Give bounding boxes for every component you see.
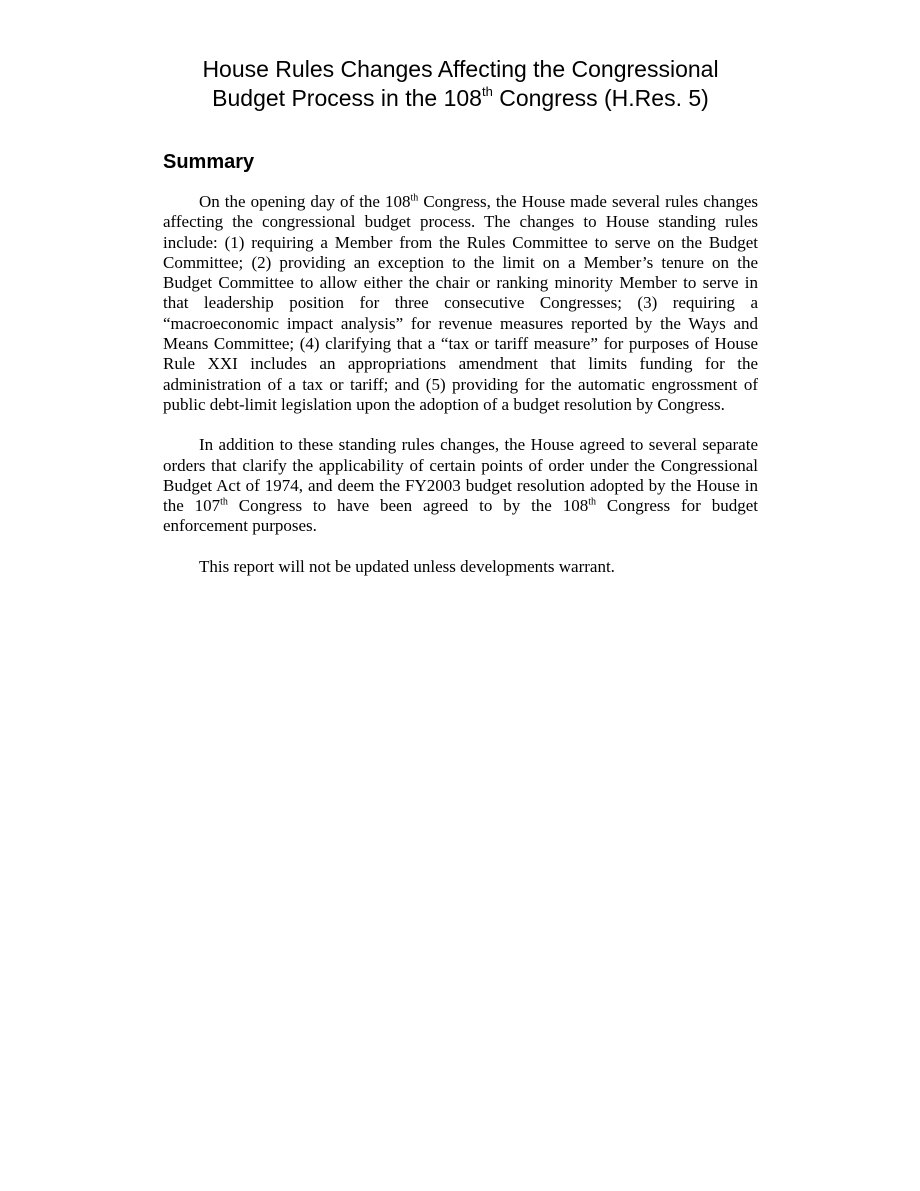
paragraph-2-part-3: Congress for budget enforcement purposes. <box>163 496 758 536</box>
summary-paragraph-3: This report will not be updated unless developments warrant. <box>199 556 615 576</box>
paragraph-2-superscript-2: th <box>588 496 596 508</box>
paragraph-1-rest: Congress, the House made several rules changes affecting the congressional budget process. The changes to House standing rules include: (1) requiring a Member from the Rules Committee to serve on the Budget Committee; (2) providing an exception to the limit on a Member’s tenure on the Budget Committee to allow either the chair or ranking minority Member to serve in that leadership position for three consecutive Congresses; (3) requiring a “macroeconomic impact analysis” for revenue measures reported by the Ways and Means Committee; (4) clarifying that a “tax or tariff measure” for purposes of House Rule XXI includes an appropriations amendment that limits funding for the administration of a tax or tariff; and (5) providing for the automatic engrossment of public debt-limit legislation upon the adoption of a budget resolution by Congress. <box>163 192 758 414</box>
document-title <box>163 55 758 113</box>
summary-paragraph-1 <box>163 192 758 415</box>
title-line-1: House Rules Changes Affecting the Congressional <box>202 56 719 82</box>
title-superscript: th <box>481 84 493 100</box>
summary-paragraph-2 <box>163 435 758 536</box>
document-page <box>163 55 758 577</box>
title-line-2-end: Congress (H.Res. 5) <box>492 85 709 111</box>
summary-heading: Summary <box>163 151 255 173</box>
title-line-2-start: Budget Process in the 108 <box>212 85 482 111</box>
paragraph-1-superscript: th <box>410 192 419 204</box>
paragraph-2-superscript-1: th <box>220 496 228 508</box>
paragraph-2-part-2: Congress to have been agreed to by the 108 <box>227 496 589 516</box>
paragraph-1-start: On the opening day of the 108 <box>199 192 411 211</box>
paragraph-2-part-1: In addition to these standing rules changes, the House agreed to several separate orders that clarify the applicability of certain points of order under the Congressional Budget Act of 1974, and deem the FY2003 budget resolution adopted by the House in the 107 <box>163 435 758 516</box>
